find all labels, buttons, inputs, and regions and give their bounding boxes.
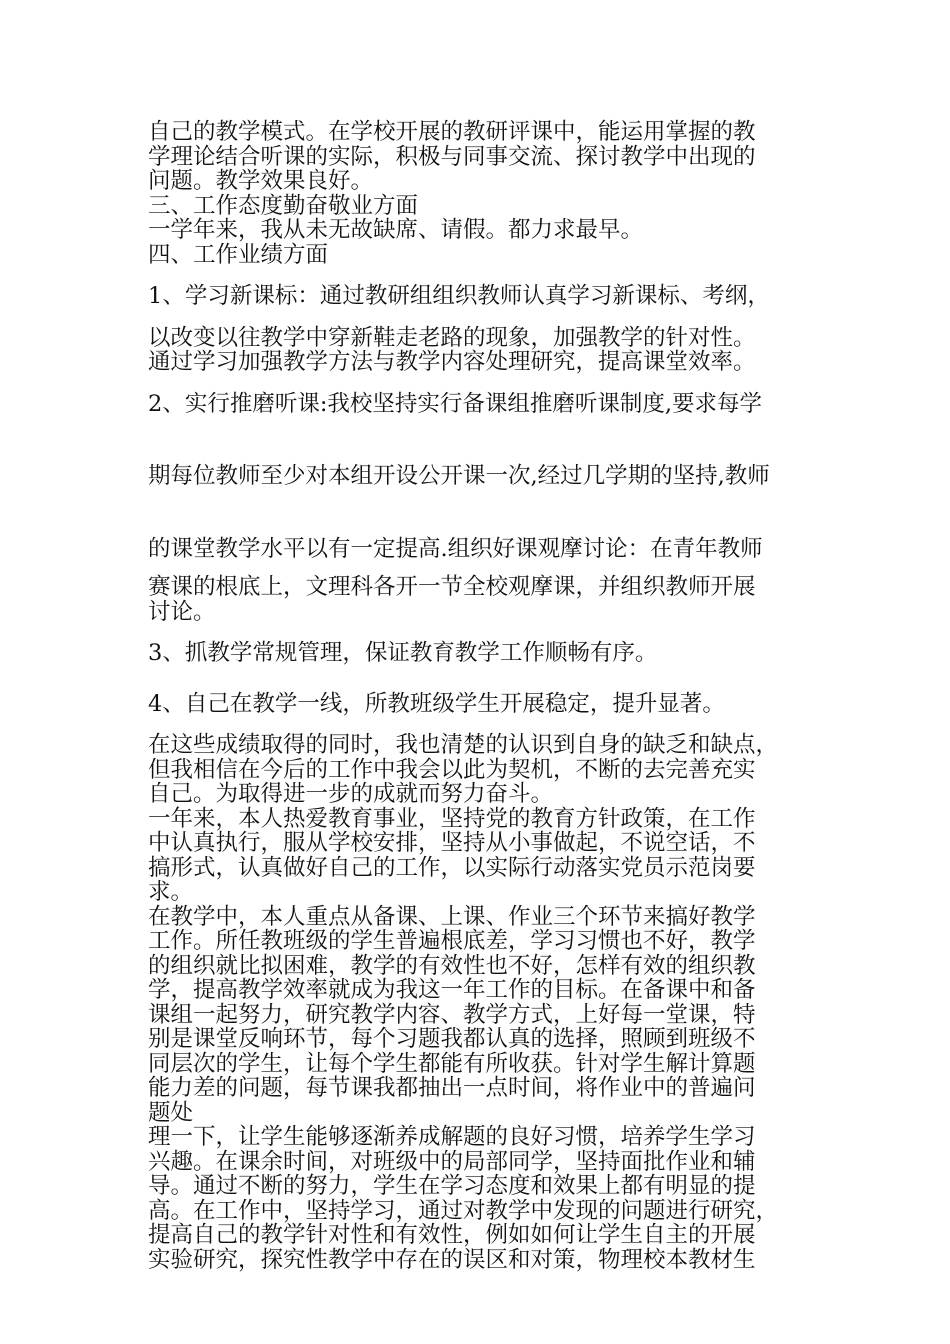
text-line: 期每位教师至少对本组开设公开课一次,经过几学期的坚持,教师 — [148, 463, 770, 489]
text-line: 中认真执行，服从学校安排，坚持从小事做起，不说空话，不 — [148, 830, 756, 856]
list-item-text: 4、自己在教学一线，所教班级学生开展稳定，提升显著。 — [148, 690, 725, 717]
text-line: 导。通过不断的努力，学生在学习态度和效果上都有明显的提 — [148, 1173, 756, 1199]
text-line: 在教学中，本人重点从备课、上课、作业三个环节来搞好教学 — [148, 903, 756, 930]
text-line: 实验研究，探究性教学中存在的误区和对策，物理校本教材生 — [148, 1246, 756, 1273]
text-line: 高。在工作中，坚持学习，通过对教学中发现的问题进行研究， — [148, 1197, 779, 1224]
list-item-text: 1、学习新课标：通过教研组组织教师认真学习新课标、考纲， — [148, 283, 770, 309]
text-line: 题处 — [148, 1099, 194, 1126]
text-line: 自己。为取得进一步的成就而努力奋斗。 — [148, 781, 554, 807]
text-line: 但我相信在今后的工作中我会以此为契机，不断的去完善充实 — [148, 756, 756, 783]
text-line: 搞形式，认真做好自己的工作，以实际行动落实党员示范岗要 — [148, 854, 756, 881]
text-line: 通过学习加强教学方法与教学内容处理研究，提高课堂效率。 — [148, 349, 756, 375]
text-line: 课组一起努力，研究教学内容、教学方式，上好每一堂课，特 — [148, 1001, 756, 1028]
text-line: 以改变以往教学中穿新鞋走老路的现象，加强教学的针对性。 — [148, 324, 756, 351]
text-line: 的课堂教学水平以有一定提高.组织好课观摩讨论：在青年教师 — [148, 535, 763, 562]
text-line: 问题。教学效果良好。 — [148, 168, 374, 194]
text-line: 讨论。 — [148, 598, 216, 625]
text-line: 一学年来，我从未无故缺席、请假。都力求最早。 — [148, 217, 644, 243]
text-line: 学，提高教学效率就成为我这一年工作的目标。在备课中和备 — [148, 977, 756, 1003]
text-line: 赛课的根底上，文理科各开一节全校观摩课，并组织教师开展 — [148, 574, 756, 600]
text-line: 学理论结合听课的实际，积极与同事交流、探讨教学中出现的 — [148, 143, 756, 170]
text-line: 别是课堂反响环节，每个习题我都认真的选择，照顾到班级不 — [148, 1026, 756, 1052]
document-body — [148, 120, 813, 1272]
text-line: 在这些成绩取得的同时，我也清楚的认识到自身的缺乏和缺点， — [148, 732, 779, 758]
text-line: 兴趣。在课余时间，对班级中的局部同学，坚持面批作业和辅 — [148, 1148, 756, 1175]
text-line: 理一下，让学生能够逐渐养成解题的良好习惯，培养学生学习 — [148, 1124, 756, 1150]
list-item-text: 2、实行推磨听课:我校坚持实行备课组推磨听课制度,要求每学 — [148, 390, 763, 417]
text-line: 的组织就比拟困难，教学的有效性也不好，怎样有效的组织教 — [148, 952, 756, 979]
text-line: 能力差的问题，每节课我都抽出一点时间，将作业中的普遍问 — [148, 1075, 756, 1101]
section-heading: 三、工作态度勤奋敬业方面 — [148, 192, 419, 219]
text-line: 提高自己的教学针对性和有效性，例如如何让学生自主的开展 — [148, 1222, 756, 1248]
text-line: 一年来，本人热爱教育事业，坚持党的教育方针政策，在工作 — [148, 805, 756, 832]
text-line: 自己的教学模式。在学校开展的教研评课中，能运用掌握的教 — [148, 119, 756, 145]
text-line: 求。 — [148, 879, 194, 905]
section-heading: 四、工作业绩方面 — [148, 241, 329, 268]
list-item-text: 3、抓教学常规管理，保证教育教学工作顺畅有序。 — [148, 640, 658, 666]
text-line: 同层次的学生，让每个学生都能有所收获。针对学生解计算题 — [148, 1050, 756, 1077]
text-line: 工作。所任教班级的学生普遍根底差，学习习惯也不好，教学 — [148, 928, 756, 954]
